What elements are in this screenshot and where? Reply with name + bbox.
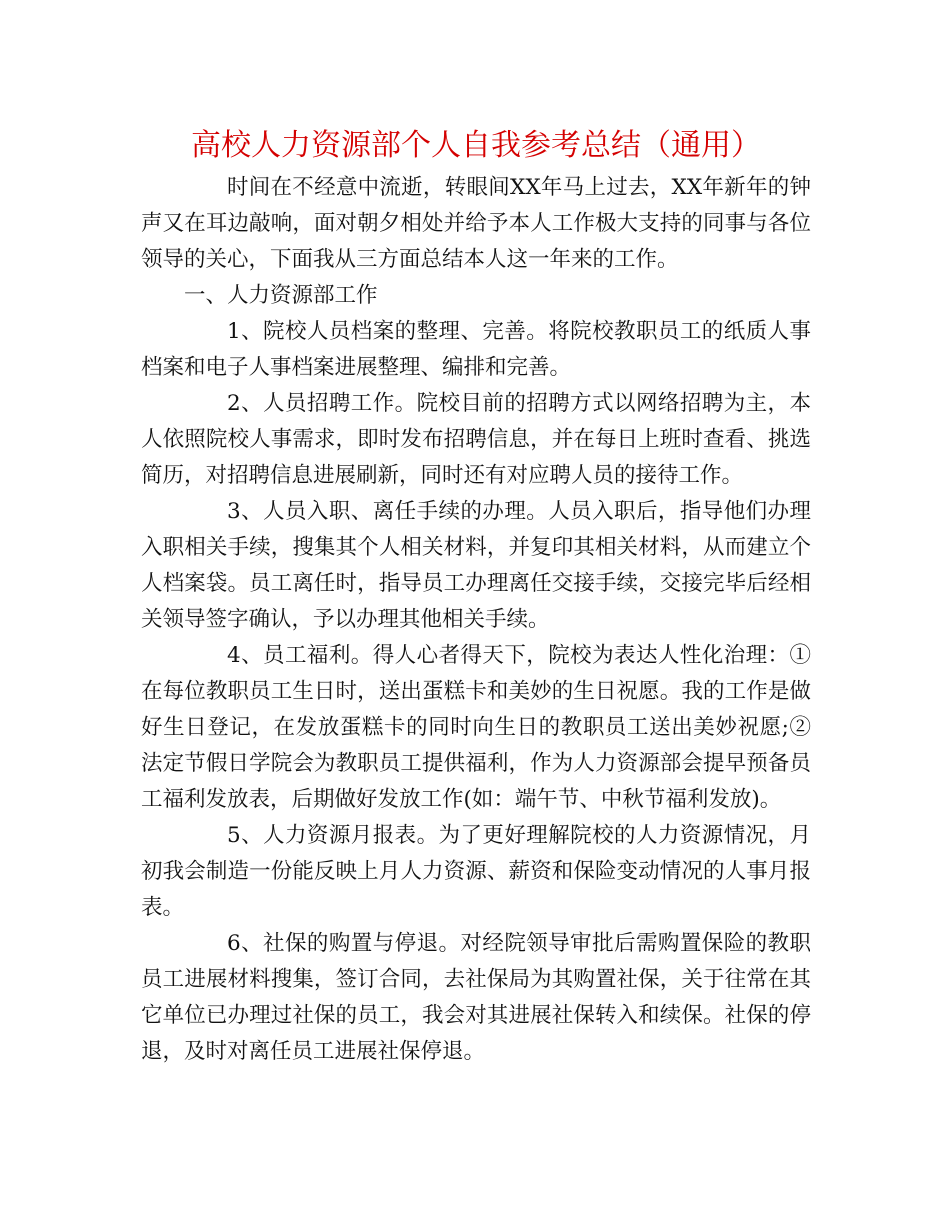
item-paragraph-2: 2、人员招聘工作。院校目前的招聘方式以网络招聘为主，本人依照院校人事需求，即时发布招聘信息，并在每日上班时查看、挑选简历，对招聘信息进展刷新，同时还有对应聘人员的接待工作。 xyxy=(141,391,811,488)
item-paragraph-4: 4、员工福利。得人心者得天下，院校为表达人性化治理：①在每位教职员工生日时，送出蛋糕卡和美妙的生日祝愿。我的工作是做好生日登记，在发放蛋糕卡的同时向生日的教职员工送出美妙祝愿;②法定节假日学院会为教职员工提供福利，作为人力资源部会提早预备员工福利发放表，后期做好发放工作(如：端午节、中秋节福利发放)。 xyxy=(141,643,811,812)
item-paragraph-1: 1、院校人员档案的整理、完善。将院校教职员工的纸质人事档案和电子人事档案进展整理、编排和完善。 xyxy=(141,319,811,380)
intro-paragraph: 时间在不经意中流逝，转眼间XX年马上过去，XX年新年的钟声又在耳边敲响，面对朝夕相处并给予本人工作极大支持的同事与各位领导的关心，下面我从三方面总结本人这一年来的工作。 xyxy=(141,175,811,272)
item-paragraph-3: 3、人员入职、离任手续的办理。人员入职后，指导他们办理入职相关手续，搜集其个人相关材料，并复印其相关材料，从而建立个人档案袋。员工离任时，指导员工办理离任交接手续，交接完毕后经相关领导签字确认，予以办理其他相关手续。 xyxy=(141,499,811,632)
document-title: 高校人力资源部个人自我参考总结（通用） xyxy=(191,128,761,163)
item-paragraph-6: 6、社保的购置与停退。对经院领导审批后需购置保险的教职员工进展材料搜集，签订合同，去社保局为其购置社保，关于往常在其它单位已办理过社保的员工，我会对其进展社保转入和续保。社保的停退，及时对离任员工进展社保停退。 xyxy=(141,931,811,1064)
section-heading: 一、人力资源部工作 xyxy=(184,283,378,308)
item-paragraph-5: 5、人力资源月报表。为了更好理解院校的人力资源情况，月初我会制造一份能反映上月人力资源、薪资和保险变动情况的人事月报表。 xyxy=(141,823,811,920)
document-page xyxy=(141,124,811,1070)
